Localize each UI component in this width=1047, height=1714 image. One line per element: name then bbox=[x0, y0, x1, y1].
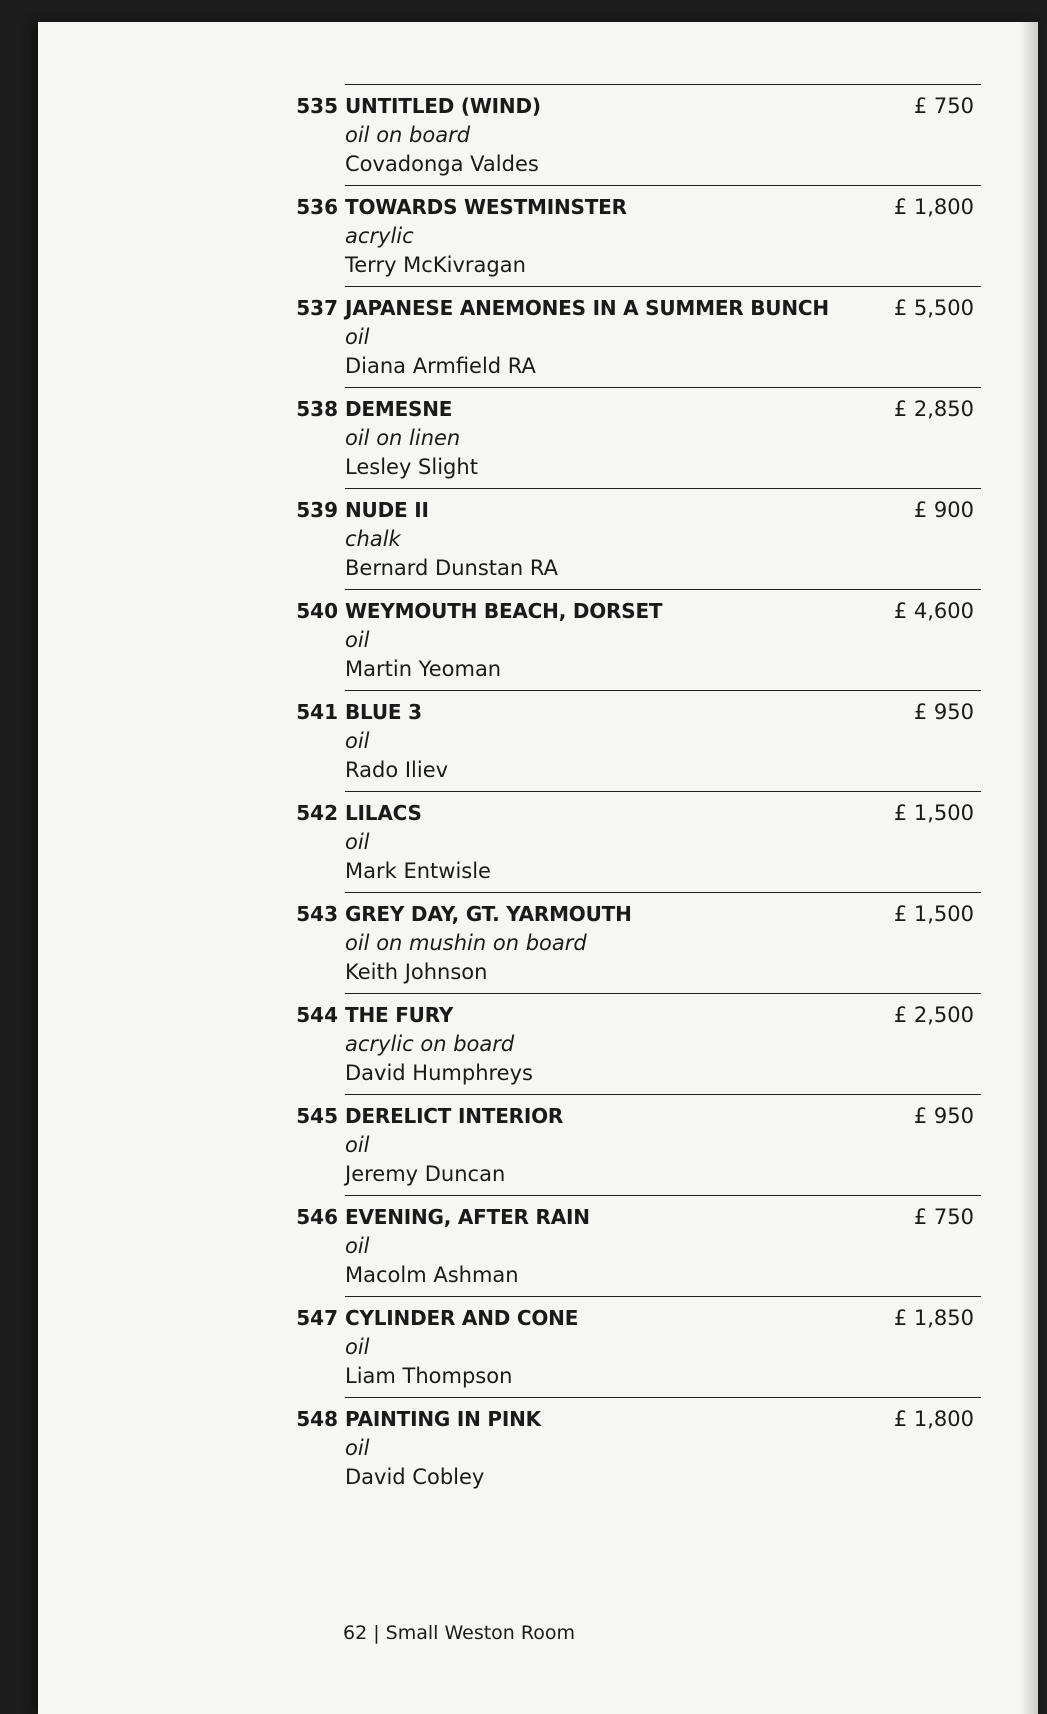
entry-divider bbox=[345, 185, 981, 186]
entry-number: 542 bbox=[296, 801, 338, 825]
catalogue-entry bbox=[38, 84, 1038, 185]
entry-medium: oil bbox=[345, 830, 370, 854]
entry-title: THE FURY bbox=[345, 1003, 454, 1027]
entry-medium: acrylic on board bbox=[345, 1032, 515, 1056]
catalogue-entry bbox=[38, 488, 1038, 589]
entry-price: £ 950 bbox=[913, 700, 974, 724]
catalogue-entry bbox=[38, 892, 1038, 993]
entry-price: £ 5,500 bbox=[893, 296, 974, 320]
entry-artist: Mark Entwisle bbox=[345, 859, 491, 883]
entry-artist: Lesley Slight bbox=[345, 455, 478, 479]
entry-number: 540 bbox=[296, 599, 338, 623]
entry-price: £ 2,850 bbox=[893, 397, 974, 421]
entry-artist: David Cobley bbox=[345, 1465, 485, 1489]
catalogue-entry bbox=[38, 1094, 1038, 1195]
entry-artist: Liam Thompson bbox=[345, 1364, 513, 1388]
entry-price: £ 1,500 bbox=[893, 902, 974, 926]
entry-title: EVENING, AFTER RAIN bbox=[345, 1205, 590, 1229]
entry-number: 536 bbox=[296, 195, 338, 219]
entry-number: 537 bbox=[296, 296, 338, 320]
entry-divider bbox=[345, 1397, 981, 1398]
page-footer: 62 | Small Weston Room bbox=[343, 1622, 575, 1644]
entry-artist: Covadonga Valdes bbox=[345, 152, 539, 176]
entry-price: £ 900 bbox=[913, 498, 974, 522]
catalogue-entry bbox=[38, 690, 1038, 791]
catalogue-entry bbox=[38, 387, 1038, 488]
entry-medium: oil bbox=[345, 1234, 370, 1258]
catalogue-entry bbox=[38, 1195, 1038, 1296]
catalogue-entry bbox=[38, 993, 1038, 1094]
entry-title: TOWARDS WESTMINSTER bbox=[345, 195, 627, 219]
entry-divider bbox=[345, 1094, 981, 1095]
entry-price: £ 1,800 bbox=[893, 195, 974, 219]
entry-title: UNTITLED (WIND) bbox=[345, 94, 541, 118]
entry-divider bbox=[345, 690, 981, 691]
entry-artist: David Humphreys bbox=[345, 1061, 533, 1085]
entry-artist: Bernard Dunstan RA bbox=[345, 556, 558, 580]
entry-title: PAINTING IN PINK bbox=[345, 1407, 541, 1431]
entry-medium: oil bbox=[345, 729, 370, 753]
entry-number: 535 bbox=[296, 94, 338, 118]
entry-title: DERELICT INTERIOR bbox=[345, 1104, 564, 1128]
entry-divider bbox=[345, 892, 981, 893]
entry-number: 545 bbox=[296, 1104, 338, 1128]
entry-artist: Jeremy Duncan bbox=[345, 1162, 506, 1186]
entry-price: £ 2,500 bbox=[893, 1003, 974, 1027]
entry-title: DEMESNE bbox=[345, 397, 453, 421]
entry-medium: oil bbox=[345, 1335, 370, 1359]
entry-number: 548 bbox=[296, 1407, 338, 1431]
entry-title: BLUE 3 bbox=[345, 700, 422, 724]
entry-number: 539 bbox=[296, 498, 338, 522]
entry-divider bbox=[345, 286, 981, 287]
entry-number: 544 bbox=[296, 1003, 338, 1027]
catalogue-entry bbox=[38, 185, 1038, 286]
entry-divider bbox=[345, 1296, 981, 1297]
entry-title: JAPANESE ANEMONES IN A SUMMER BUNCH bbox=[345, 296, 829, 320]
entry-artist: Diana Armfield RA bbox=[345, 354, 536, 378]
entry-divider bbox=[345, 84, 981, 85]
entry-artist: Macolm Ashman bbox=[345, 1263, 519, 1287]
catalogue-entry bbox=[38, 589, 1038, 690]
entry-artist: Terry McKivragan bbox=[345, 253, 526, 277]
entry-medium: oil bbox=[345, 628, 370, 652]
entry-divider bbox=[345, 791, 981, 792]
entry-number: 538 bbox=[296, 397, 338, 421]
entry-divider bbox=[345, 589, 981, 590]
entry-artist: Rado Iliev bbox=[345, 758, 449, 782]
entry-artist: Keith Johnson bbox=[345, 960, 488, 984]
entry-number: 546 bbox=[296, 1205, 338, 1229]
entry-medium: oil bbox=[345, 1133, 370, 1157]
entry-artist: Martin Yeoman bbox=[345, 657, 502, 681]
entry-divider bbox=[345, 993, 981, 994]
catalogue-entry bbox=[38, 791, 1038, 892]
entry-medium: acrylic bbox=[345, 224, 414, 248]
catalogue-entry bbox=[38, 286, 1038, 387]
entry-title: GREY DAY, GT. YARMOUTH bbox=[345, 902, 632, 926]
entry-medium: oil on linen bbox=[345, 426, 461, 450]
entry-price: £ 1,850 bbox=[893, 1306, 974, 1330]
entry-medium: chalk bbox=[345, 527, 401, 551]
entry-price: £ 950 bbox=[913, 1104, 974, 1128]
entry-title: WEYMOUTH BEACH, DORSET bbox=[345, 599, 663, 623]
catalogue-page bbox=[38, 22, 1038, 1714]
catalogue-entry bbox=[38, 1296, 1038, 1397]
entry-medium: oil on mushin on board bbox=[345, 931, 587, 955]
entry-medium: oil bbox=[345, 325, 370, 349]
entry-title: LILACS bbox=[345, 801, 422, 825]
entry-price: £ 750 bbox=[913, 1205, 974, 1229]
entry-price: £ 1,800 bbox=[893, 1407, 974, 1431]
catalogue-entry bbox=[38, 1397, 1038, 1498]
entry-divider bbox=[345, 488, 981, 489]
entry-number: 543 bbox=[296, 902, 338, 926]
entry-divider bbox=[345, 387, 981, 388]
entry-medium: oil bbox=[345, 1436, 370, 1460]
entry-price: £ 1,500 bbox=[893, 801, 974, 825]
entry-price: £ 4,600 bbox=[893, 599, 974, 623]
entry-title: NUDE II bbox=[345, 498, 429, 522]
entry-number: 547 bbox=[296, 1306, 338, 1330]
entry-divider bbox=[345, 1195, 981, 1196]
entry-title: CYLINDER AND CONE bbox=[345, 1306, 579, 1330]
entry-number: 541 bbox=[296, 700, 338, 724]
entry-price: £ 750 bbox=[913, 94, 974, 118]
entry-medium: oil on board bbox=[345, 123, 471, 147]
